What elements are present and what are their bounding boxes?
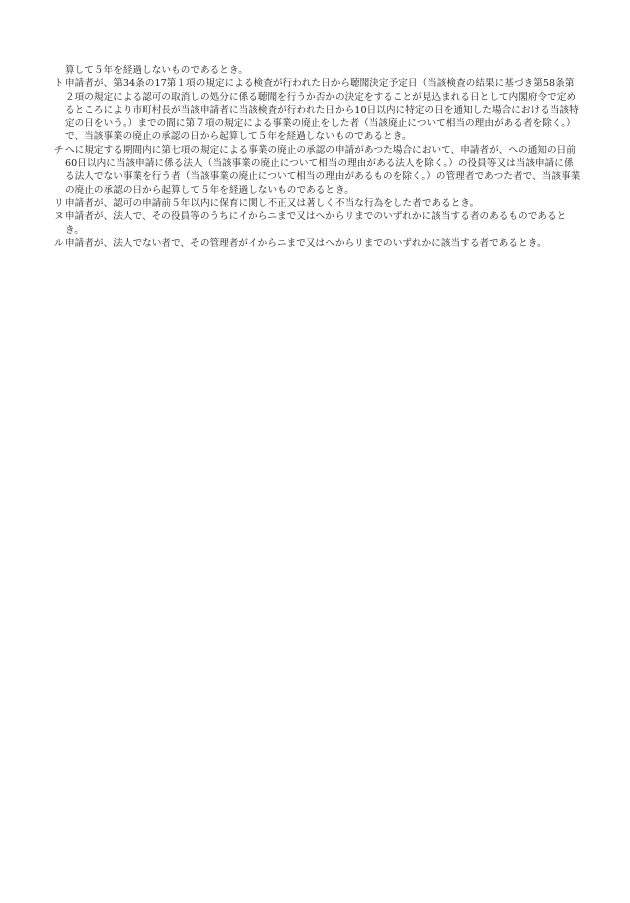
list-item-ri bbox=[54, 197, 582, 210]
item-text: 申請者が、第34条の17第１項の規定による検査が行われた日から聴聞決定予定日（当該検査の結果に基づき第58条第２項の規定による認可の取消しの処分に係る聴聞を行うか否かの決定をすることが見込まれる日として内閣府令で定めるところにより市町村長が当該申請者に当該検査が行われた日から10日以内に特定の日を通知した場合における当該特定の日をいう。）までの間に第７項の規定による事業の廃止をした者（当該廃止について相当の理由がある者を除く。）で、当該事業の廃止の承認の日から起算して５年を経過しないものであるとき。 bbox=[65, 78, 579, 143]
continuation-text: 算して５年を経過しないものであるとき。 bbox=[65, 65, 248, 76]
document-body bbox=[54, 64, 582, 250]
list-item-nu bbox=[54, 210, 582, 237]
list-item-ru bbox=[54, 237, 582, 250]
item-text: 申請者が、法人で、その役員等のうちにイからニまで又はへからリまでのいずれかに該当する者のあるものであるとき。 bbox=[65, 211, 567, 236]
item-marker: ト bbox=[54, 78, 64, 90]
list-item-chi bbox=[54, 144, 582, 197]
item-marker: ヌ bbox=[54, 211, 64, 223]
list-item-to bbox=[54, 77, 582, 143]
item-text: 申請者が、法人でない者で、その管理者がイからニまで又はへからリまでのいずれかに該当する者であるとき。 bbox=[65, 237, 547, 249]
item-text: 申請者が、認可の申請前５年以内に保育に関し不正又は著しく不当な行為をした者であるとき。 bbox=[65, 197, 480, 209]
item-marker: リ bbox=[54, 197, 64, 209]
item-marker: チ bbox=[54, 144, 64, 156]
item-marker: ル bbox=[54, 237, 64, 249]
item-text: へに規定する期間内に第七項の規定による事業の廃止の承認の申請があつた場合において、申請者が、への通知の日前60日以内に当該申請に係る法人（当該事業の廃止について相当の理由がある法人を除く。）の役員等又は当該申請に係る法人でない事業を行う者（当該事業の廃止について相当の理由があるものを除く。）の管理者であつた者で、当該事業の廃止の承認の日から起算して５年を経過しないものであるとき。 bbox=[65, 144, 581, 196]
